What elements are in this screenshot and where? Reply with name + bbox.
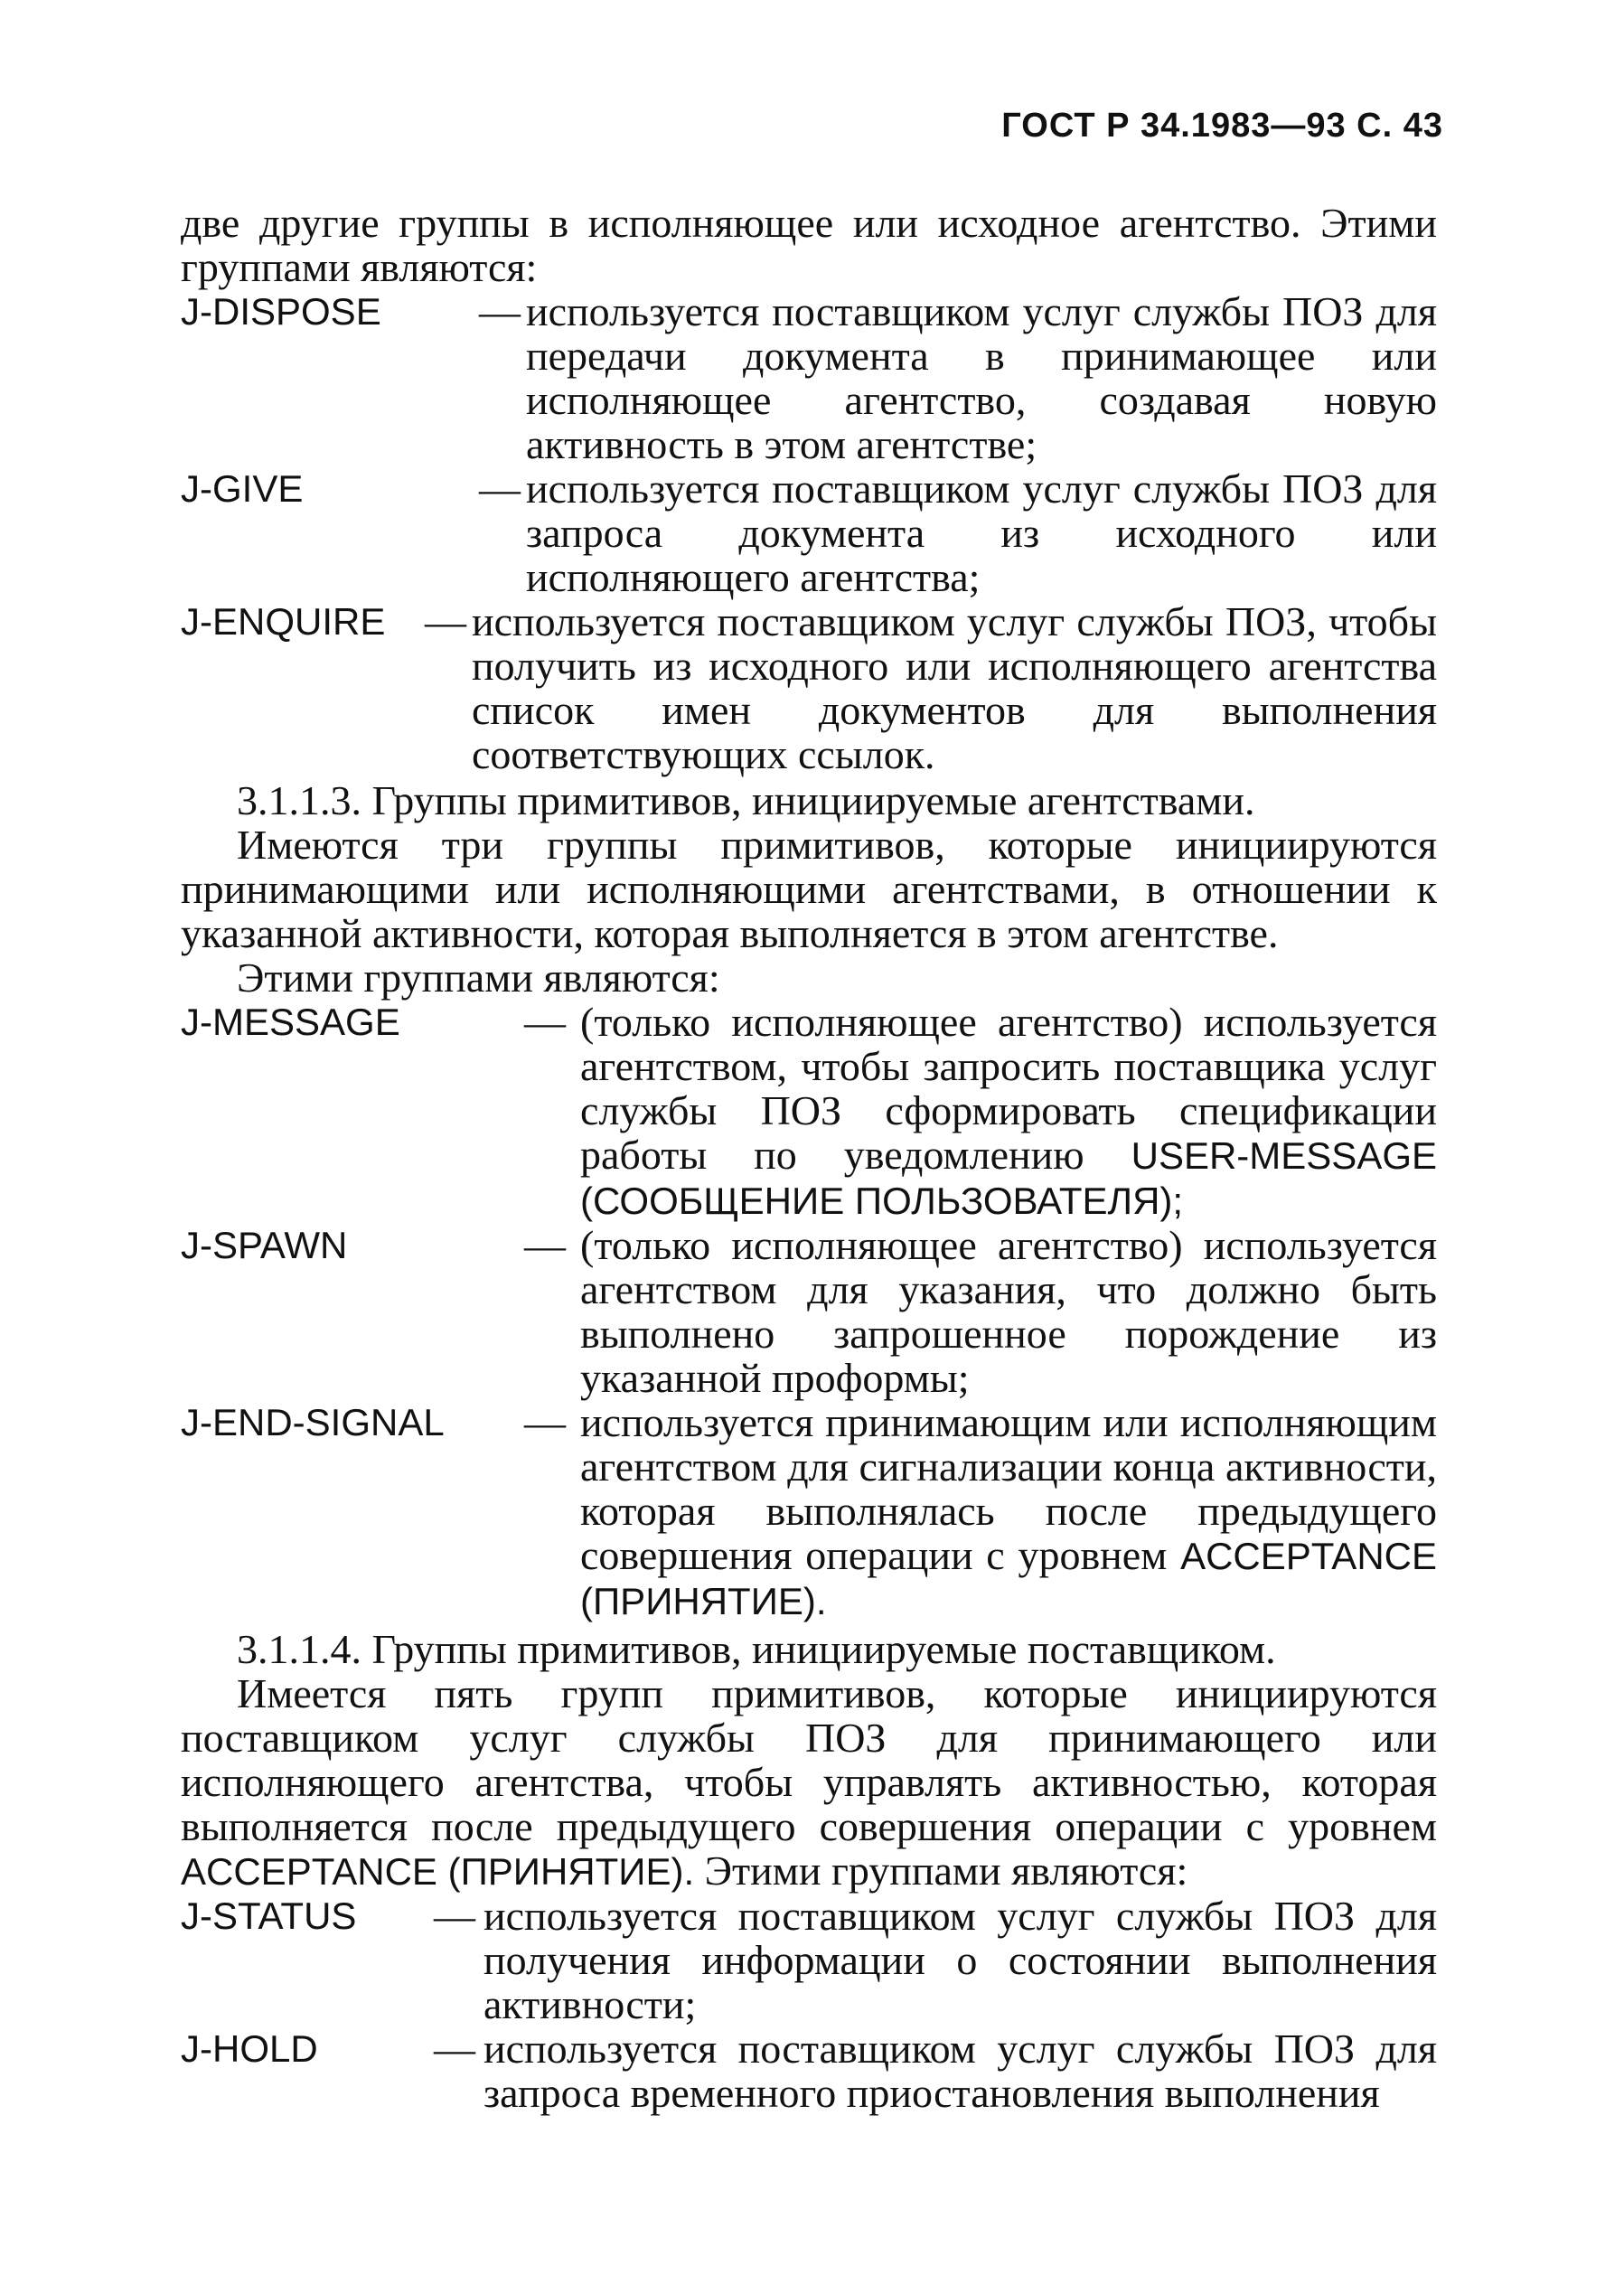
definition-text: (только исполняющее агентство) используется агентством для указания, что должно быть выполнено запрошенное порождение из указанной проформы;	[580, 1222, 1437, 1401]
definition-j-enquire	[181, 599, 1437, 776]
dash: —	[524, 1222, 566, 1268]
definition-j-end-signal	[181, 1400, 1437, 1623]
definition-j-dispose	[181, 289, 1437, 466]
definition-text: (только исполняющее агентство) используется агентством, чтобы запросить поставщика услуг службы ПОЗ сформировать спецификации работы по уведомлению	[580, 999, 1437, 1178]
dash: —	[524, 999, 566, 1045]
term: J-DISPOSE	[181, 290, 381, 333]
paragraph-tail: Этими группами являются:	[704, 1847, 1188, 1894]
section-3-1-1-3-paragraph: Имеются три группы примитивов, которые инициируются принимающими или исполняющими агентствами, в отношении к указанной активности, которая выполняется в этом агентстве.	[181, 822, 1437, 956]
definition-j-spawn	[181, 1223, 1437, 1400]
definition-text-wrap	[580, 1400, 1437, 1623]
definition-j-message	[181, 1000, 1437, 1223]
dash: —	[425, 598, 466, 644]
section-3-1-1-3-lead: Этими группами являются:	[237, 954, 720, 1001]
definition-text: используется поставщиком услуг службы ПОЗ для запроса временного приостановления выполнения	[483, 2026, 1437, 2116]
section-3-1-1-3-heading: 3.1.1.3. Группы примитивов, инициируемые агентствами.	[237, 777, 1255, 823]
term: J-END-SIGNAL	[181, 1401, 445, 1443]
term: J-GIVE	[181, 467, 304, 510]
intro-block	[181, 201, 1437, 2115]
definition-j-status	[181, 1894, 1437, 2026]
intro-paragraph: две другие группы в исполняющее или исходное агентство. Этими группами являются:	[181, 200, 1437, 290]
section-3-1-1-4-heading: 3.1.1.4. Группы примитивов, инициируемые поставщиком.	[237, 1626, 1276, 1672]
definition-text: используется поставщиком услуг службы ПОЗ для запроса документа из исходного или исполняющего агентства;	[526, 465, 1437, 600]
definition-text: используется поставщиком услуг службы ПОЗ, чтобы получить из исходного или исполняющего агентства список имен документов для выполнения соответствующих ссылок.	[472, 598, 1437, 777]
term: J-SPAWN	[181, 1224, 348, 1266]
term: J-STATUS	[181, 1894, 357, 1937]
definition-j-hold	[181, 2026, 1437, 2115]
paragraph-text: Имеется пять групп примитивов, которые инициируются поставщиком услуг службы ПОЗ для принимающего или исполняющего агентства, чтобы управлять активностью, которая выполняется после предыдущего совершения операции с уровнем	[181, 1670, 1437, 1849]
paragraph-caps: ACCEPTANCE (ПРИНЯТИЕ).	[181, 1850, 695, 1893]
dash: —	[524, 1399, 566, 1445]
dash: —	[434, 2026, 475, 2072]
definition-text: используется принимающим или исполняющим агентством для сигнализации конца активности, которая выполнялась после предыдущего совершения операции с уровнем	[580, 1399, 1437, 1578]
dash: —	[479, 465, 521, 512]
page-header: ГОСТ Р 34.1983—93 С. 43	[1001, 107, 1443, 145]
definition-caps: USER-MESSAGE (СООБЩЕНИЕ ПОЛЬЗОВАТЕЛЯ);	[580, 1134, 1438, 1222]
definition-j-give	[181, 466, 1437, 599]
definition-text-wrap	[580, 1000, 1437, 1223]
definition-caps: ACCEPTANCE (ПРИНЯТИЕ).	[580, 1535, 1437, 1622]
definition-text: используется поставщиком услуг службы ПОЗ для получения информации о состоянии выполнения активности;	[483, 1893, 1437, 2027]
definition-text: используется поставщиком услуг службы ПОЗ для передачи документа в принимающее или исполняющее агентство, создавая новую активность в этом агентстве;	[526, 288, 1437, 467]
dash: —	[479, 288, 521, 334]
dash: —	[434, 1893, 475, 1939]
term: J-MESSAGE	[181, 1001, 400, 1043]
section-3-1-1-4-paragraph	[181, 1671, 1437, 1894]
term: J-HOLD	[181, 2027, 318, 2070]
term: J-ENQUIRE	[181, 600, 386, 643]
